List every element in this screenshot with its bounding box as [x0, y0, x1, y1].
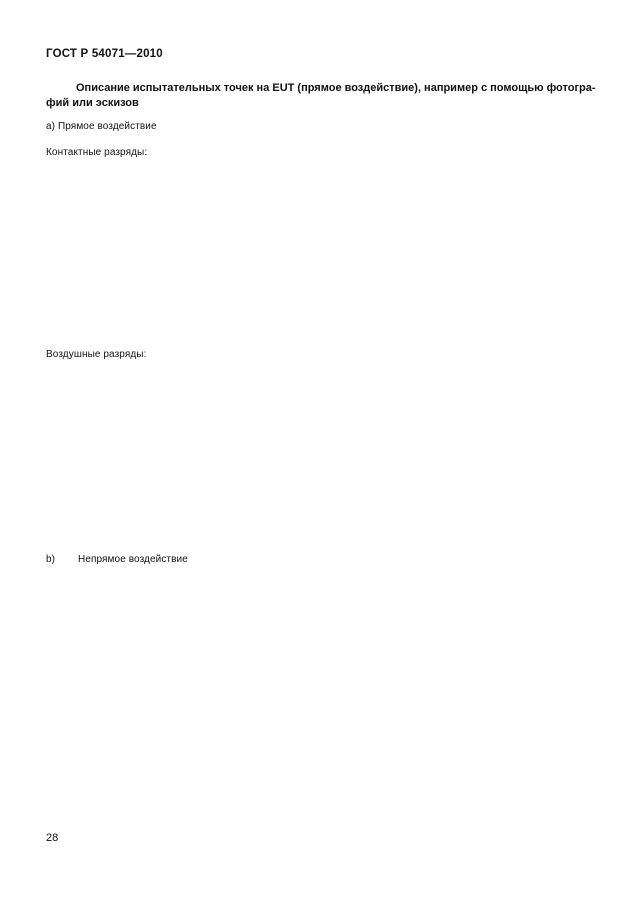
document-standard-header: ГОСТ Р 54071—2010: [46, 48, 163, 60]
section-heading-line-2: фий или эскизов: [46, 97, 139, 109]
item-b-indirect-impact: Непрямое воздействие: [78, 554, 188, 565]
contact-discharges-label: Контактные разряды:: [46, 147, 148, 158]
page-number: 28: [46, 832, 59, 844]
item-a-direct-impact: а) Прямое воздействие: [46, 121, 157, 132]
air-discharges-label: Воздушные разряды:: [46, 349, 147, 360]
section-heading: [46, 81, 596, 111]
item-b-marker: b): [46, 554, 56, 565]
section-heading-line-1: Описание испытательных точек на EUT (прямое воздействие), например с помощью фотогра-: [76, 82, 596, 94]
